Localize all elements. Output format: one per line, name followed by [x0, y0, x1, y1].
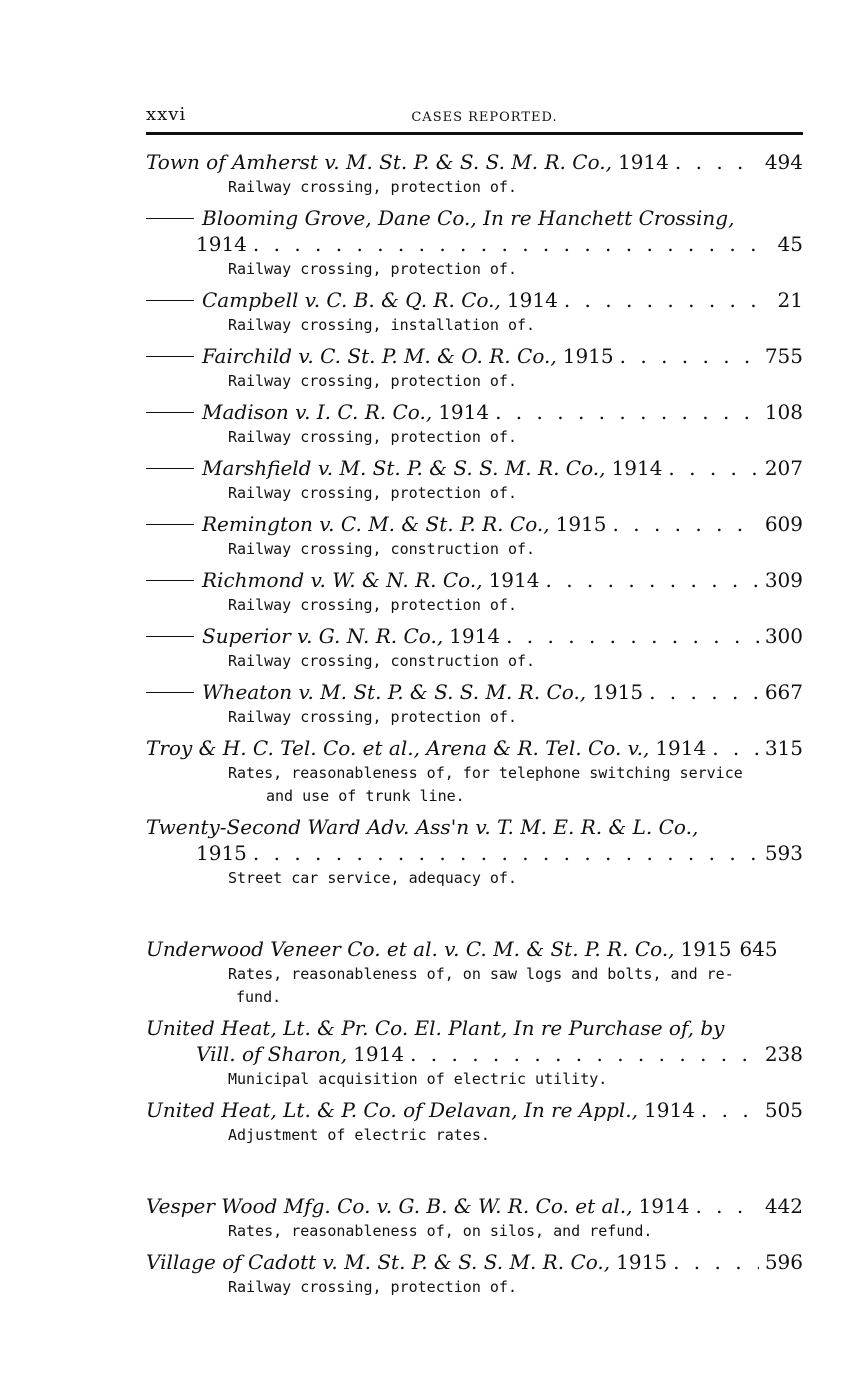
page-number: 593	[764, 841, 803, 865]
case-entry	[146, 624, 803, 673]
case-subject: Railway crossing, protection of.	[228, 178, 517, 196]
case-subject: Railway crossing, protection of.	[228, 260, 517, 278]
dot-leader	[712, 736, 759, 760]
case-year: 1915	[680, 937, 732, 961]
case-year: 1915	[592, 680, 644, 704]
page-number: 609	[764, 512, 803, 536]
dot-leader	[668, 456, 758, 480]
case-subject: Rates, reasonableness of, on silos, and refund.	[228, 1222, 653, 1240]
case-entry	[146, 344, 803, 393]
page-number: 442	[764, 1194, 803, 1218]
case-subject: Railway crossing, installation of.	[228, 316, 536, 334]
page-number: 21	[777, 288, 803, 312]
case-year: 1914	[655, 736, 707, 760]
ditto-dash	[146, 692, 194, 693]
dot-leader	[495, 400, 759, 424]
case-subject: Railway crossing, construction of.	[228, 652, 536, 670]
case-entry	[146, 456, 803, 505]
case-entry	[146, 736, 803, 808]
case-year: 1915	[196, 841, 247, 865]
case-year: 1914	[638, 1194, 690, 1218]
case-year: 1914	[353, 1042, 405, 1066]
case-entry	[146, 937, 803, 1009]
case-subject: Railway crossing, construction of.	[228, 540, 536, 558]
page-header	[146, 104, 803, 135]
ditto-dash	[146, 300, 194, 301]
case-name: Village of Cadott v. M. St. P. & S. S. M. R. Co.,	[146, 1250, 611, 1274]
running-title: CASES REPORTED.	[411, 110, 558, 125]
case-name: Marshfield v. M. St. P. & S. S. M. R. Co.,	[202, 456, 606, 480]
ditto-dash	[146, 636, 194, 637]
dot-leader	[564, 288, 763, 312]
page-number: 300	[764, 624, 803, 648]
cases-list	[146, 150, 803, 1306]
case-subject-continued: fund.	[236, 988, 282, 1006]
case-entry	[146, 512, 803, 561]
case-year: 1914	[644, 1098, 695, 1122]
case-year: 1914	[196, 232, 247, 256]
case-subject: Railway crossing, protection of.	[228, 708, 517, 726]
case-entry	[146, 150, 803, 199]
case-entry	[146, 1016, 803, 1091]
page-folio: xxvi	[146, 104, 187, 125]
case-entry	[146, 1098, 803, 1147]
case-year: 1914	[449, 624, 501, 648]
dot-leader	[695, 1194, 758, 1218]
case-year: 1915	[616, 1250, 668, 1274]
case-subject: Railway crossing, protection of.	[228, 428, 517, 446]
page-number: 596	[764, 1250, 803, 1274]
page-number: 667	[764, 680, 803, 704]
case-name: Blooming Grove, Dane Co., In re Hanchett Crossing,	[202, 206, 735, 230]
page-number: 238	[764, 1042, 803, 1066]
case-name: Remington v. C. M. & St. P. R. Co.,	[202, 512, 550, 536]
case-entry	[146, 1194, 803, 1243]
case-entry	[146, 568, 803, 617]
case-year: 1915	[562, 344, 614, 368]
page-number: 505	[764, 1098, 803, 1122]
case-subject: Street car service, adequacy of.	[228, 869, 517, 887]
dot-leader	[673, 1250, 759, 1274]
page-number: 645	[739, 937, 778, 961]
case-subject: Railway crossing, protection of.	[228, 1278, 517, 1296]
ditto-dash	[146, 412, 194, 413]
case-entry	[146, 680, 803, 729]
page-number: 45	[777, 232, 803, 256]
case-subject: Railway crossing, protection of.	[228, 596, 517, 614]
ditto-dash	[146, 218, 194, 219]
dot-leader	[675, 150, 759, 174]
dot-leader	[701, 1098, 759, 1122]
dot-leader	[649, 680, 759, 704]
case-subject: Rates, reasonableness of, on saw logs and bolts, and re-	[228, 965, 734, 983]
page-number: 494	[764, 150, 803, 174]
ditto-dash	[146, 524, 194, 525]
ditto-dash	[146, 580, 194, 581]
case-subject: Railway crossing, protection of.	[228, 484, 517, 502]
ditto-dash	[146, 468, 194, 469]
ditto-dash	[146, 356, 194, 357]
case-name-continued: Vill. of Sharon,	[196, 1042, 348, 1066]
dot-leader	[253, 232, 763, 256]
case-year: 1914	[617, 150, 669, 174]
case-name: Twenty-Second Ward Adv. Ass'n v. T. M. E. R. & L. Co.,	[146, 815, 699, 839]
case-entry	[146, 288, 803, 337]
case-entry	[146, 1250, 803, 1299]
dot-leader	[410, 1042, 759, 1066]
case-subject: Municipal acquisition of electric utility.	[228, 1070, 608, 1088]
case-name: Town of Amherst v. M. St. P. & S. S. M. R. Co.,	[146, 150, 612, 174]
case-year: 1915	[555, 512, 607, 536]
dot-leader	[620, 344, 759, 368]
page-number: 309	[764, 568, 803, 592]
dot-leader	[545, 568, 758, 592]
case-name: Superior v. G. N. R. Co.,	[202, 624, 444, 648]
case-name: Troy & H. C. Tel. Co. et al., Arena & R. Tel. Co. v.,	[146, 736, 650, 760]
case-name: Fairchild v. C. St. P. M. & O. R. Co.,	[202, 344, 557, 368]
case-subject-continued: and use of trunk line.	[266, 787, 465, 805]
case-name: United Heat, Lt. & P. Co. of Delavan, In re Appl.,	[146, 1098, 639, 1122]
page-number: 315	[764, 736, 803, 760]
case-name: Madison v. I. C. R. Co.,	[202, 400, 433, 424]
page-number: 207	[764, 456, 803, 480]
case-name: Vesper Wood Mfg. Co. v. G. B. & W. R. Co. et al.,	[146, 1194, 633, 1218]
section-gap	[146, 897, 803, 937]
dot-leader	[253, 841, 759, 865]
case-entry	[146, 206, 803, 281]
dot-leader	[506, 624, 759, 648]
case-year: 1914	[506, 288, 558, 312]
case-name: United Heat, Lt. & Pr. Co. El. Plant, In re Purchase of, by	[146, 1016, 725, 1040]
dot-leader	[613, 512, 759, 536]
section-gap	[146, 1154, 803, 1194]
case-year: 1914	[438, 400, 490, 424]
case-subject: Rates, reasonableness of, for telephone switching service	[228, 764, 743, 782]
page-number: 108	[764, 400, 803, 424]
case-name: Campbell v. C. B. & Q. R. Co.,	[202, 288, 501, 312]
case-year: 1914	[488, 568, 540, 592]
page-number: 755	[764, 344, 803, 368]
case-subject: Railway crossing, protection of.	[228, 372, 517, 390]
case-name: Richmond v. W. & N. R. Co.,	[202, 568, 483, 592]
case-entry	[146, 400, 803, 449]
case-year: 1914	[611, 456, 663, 480]
case-name: Wheaton v. M. St. P. & S. S. M. R. Co.,	[202, 680, 587, 704]
case-name: Underwood Veneer Co. et al. v. C. M. & St. P. R. Co.,	[146, 937, 675, 961]
case-entry	[146, 815, 803, 890]
case-subject: Adjustment of electric rates.	[228, 1126, 490, 1144]
